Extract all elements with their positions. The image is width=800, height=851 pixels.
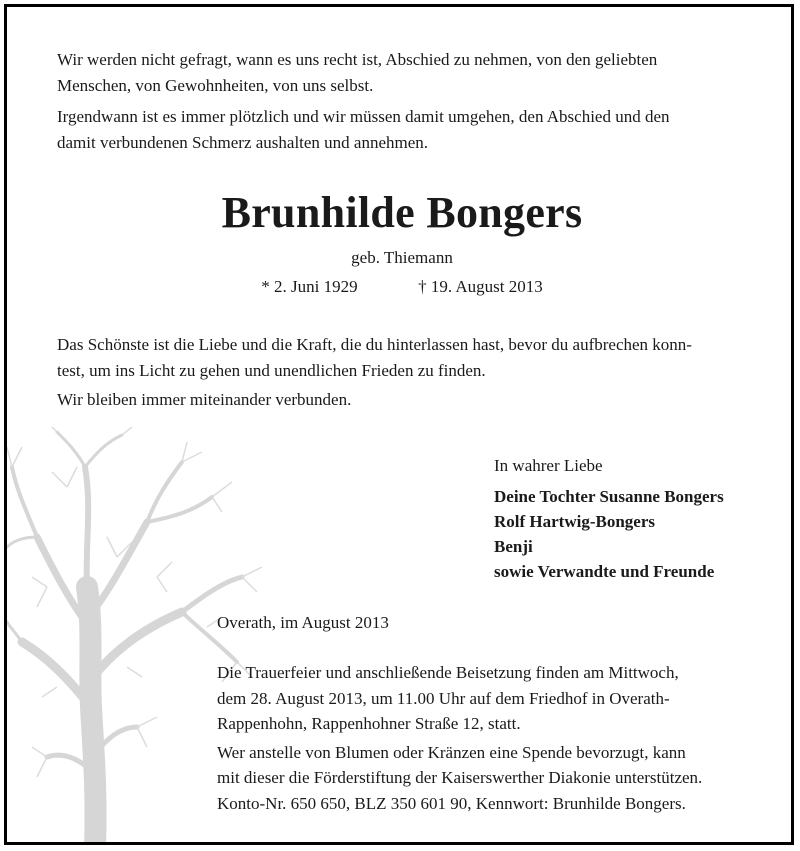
place-date: Overath, im August 2013 bbox=[217, 613, 389, 632]
signature-name: Rolf Hartwig-Bongers bbox=[494, 512, 656, 531]
intro-line: damit verbundenen Schmerz aushalten und annehmen. bbox=[57, 133, 429, 152]
intro-line: Irgendwann ist es immer plötzlich und wir müssen damit umgehen, den Abschied und den bbox=[57, 107, 670, 126]
quote-line: Das Schönste ist die Liebe und die Kraft, die du hinterlassen hast, bevor du aufbrechen konn- bbox=[57, 335, 692, 354]
quote-line: Wir bleiben immer miteinander verbunden. bbox=[57, 390, 352, 409]
death-date: † 19. August 2013 bbox=[418, 277, 543, 296]
funeral-line: Rappenhohn, Rappenhohner Straße 12, statt. bbox=[217, 714, 521, 733]
intro-line: Wir werden nicht gefragt, wann es uns recht ist, Abschied zu nehmen, von den geliebten bbox=[57, 50, 658, 69]
life-dates bbox=[7, 277, 794, 297]
deceased-name: Brunhilde Bongers bbox=[221, 188, 583, 237]
funeral-line: Die Trauerfeier und anschließende Beisetzung finden am Mittwoch, bbox=[217, 663, 679, 682]
funeral-line: dem 28. August 2013, um 11.00 Uhr auf dem Friedhof in Overath- bbox=[217, 689, 670, 708]
birth-date: * 2. Juni 1929 bbox=[261, 277, 358, 296]
signature-name: sowie Verwandte und Freunde bbox=[494, 562, 715, 581]
signature-name: Benji bbox=[494, 537, 533, 556]
quote-line: test, um ins Licht zu gehen und unendlichen Frieden zu finden. bbox=[57, 361, 486, 380]
signature-name: Deine Tochter Susanne Bongers bbox=[494, 487, 724, 506]
signature-intro: In wahrer Liebe bbox=[494, 456, 603, 475]
donation-line: Konto-Nr. 650 650, BLZ 350 601 90, Kennwort: Brunhilde Bongers. bbox=[217, 794, 686, 813]
intro-line: Menschen, von Gewohnheiten, von uns selbst. bbox=[57, 76, 374, 95]
donation-line: Wer anstelle von Blumen oder Kränzen eine Spende bevorzugt, kann bbox=[217, 743, 686, 762]
donation-line: mit dieser die Förderstiftung der Kaiserswerther Diakonie unterstützen. bbox=[217, 768, 703, 787]
obituary-frame bbox=[4, 4, 794, 845]
maiden-name: geb. Thiemann bbox=[351, 248, 453, 267]
